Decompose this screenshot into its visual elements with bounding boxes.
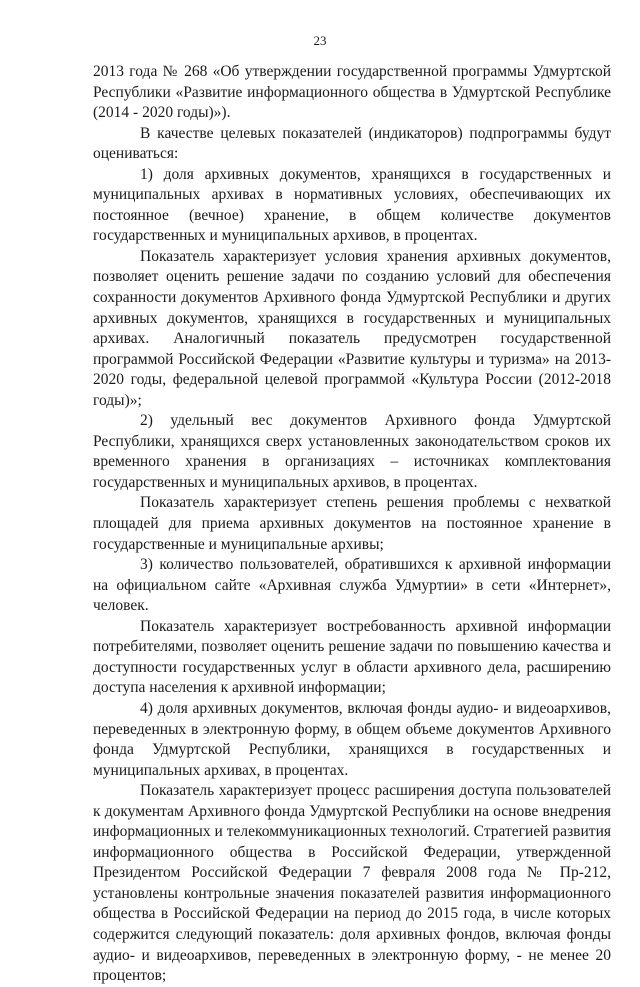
indicator-item-1: 1) доля архивных документов, хранящихся в государственных и муниципальных архивах в нормативных условиях, обеспечивающих их постоянное (вечное) хранение, в общем количестве документов государственных и муниципальных архивов, в процентах. xyxy=(93,165,611,245)
indicator-description-2: Показатель характеризует степень решения проблемы с нехваткой площадей для приема архивных документов на постоянное хранение в государственные и муниципальные архивы; xyxy=(93,494,611,553)
indicator-item-2: 2) удельный вес документов Архивного фонда Удмуртской Республики, хранящихся сверх установленных законодательством сроков их временного хранения в организациях – источниках комплектования государственных и муниципальных архивов, в процентах. xyxy=(93,412,611,491)
paragraph-target-indicators-intro: В качестве целевых показателей (индикаторов) подпрограммы будут оцениваться: xyxy=(93,124,611,163)
paragraph-program-reference: 2013 года № 268 «Об утверждении государственной программы Удмуртской Республики «Развитие информационного общества в Удмуртской Республике (2014 - 2020 годы)»). xyxy=(93,63,611,122)
indicator-item-4: 4) доля архивных документов, включая фонды аудио- и видеоархивов, переведенных в электронную форму, в общем объеме документов Архивного фонда Удмуртской Республики, хранящихся в государственных и муниципальных архивах, в процентах. xyxy=(93,699,611,779)
page-number: 23 xyxy=(313,33,327,48)
indicator-item-3: 3) количество пользователей, обратившихся к архивной информации на официальном сайте «Архивная служба Удмуртии» в сети «Интернет», человек. xyxy=(93,556,611,615)
indicator-description-3: Показатель характеризует востребованность архивной информации потребителями, позволяет оценить решение задачи по повышению качества и доступности государственных услуг в области архивного дела, расширению доступа населения к архивной информации; xyxy=(93,617,611,697)
indicator-description-1: Показатель характеризует условия хранения архивных документов, позволяет оценить решение задачи по созданию условий для обеспечения сохранности документов Архивного фонда Удмуртской Республики и других архивных документов, хранящихся в государственных и муниципальных архивах. Аналогичный показатель предусмотрен государственной программой Российской Федерации «Развитие культуры и туризма» на 2013-2020 годы, федеральной целевой программой «Культура России (2012-2018 годы)»; xyxy=(93,247,611,409)
indicator-description-4: Показатель характеризует процесс расширения доступа пользователей к документам Архивного фонда Удмуртской Республики на основе внедрения информационных и телекоммуникационных технологий. Стратегией развития информационного общества в Российской Федерации, утвержденной Президентом Российской Федерации 7 февраля 2008 года № Пр-212, установлены контрольные значения показателей развития информационного общества в Российской Федерации на период до 2015 года, в числе которых содержится следующий показатель: доля архивных фондов, включая фонды аудио- и видеоархивов, переведенных в электронную форму, - не менее 20 процентов; xyxy=(93,782,611,985)
document-body xyxy=(93,62,611,987)
